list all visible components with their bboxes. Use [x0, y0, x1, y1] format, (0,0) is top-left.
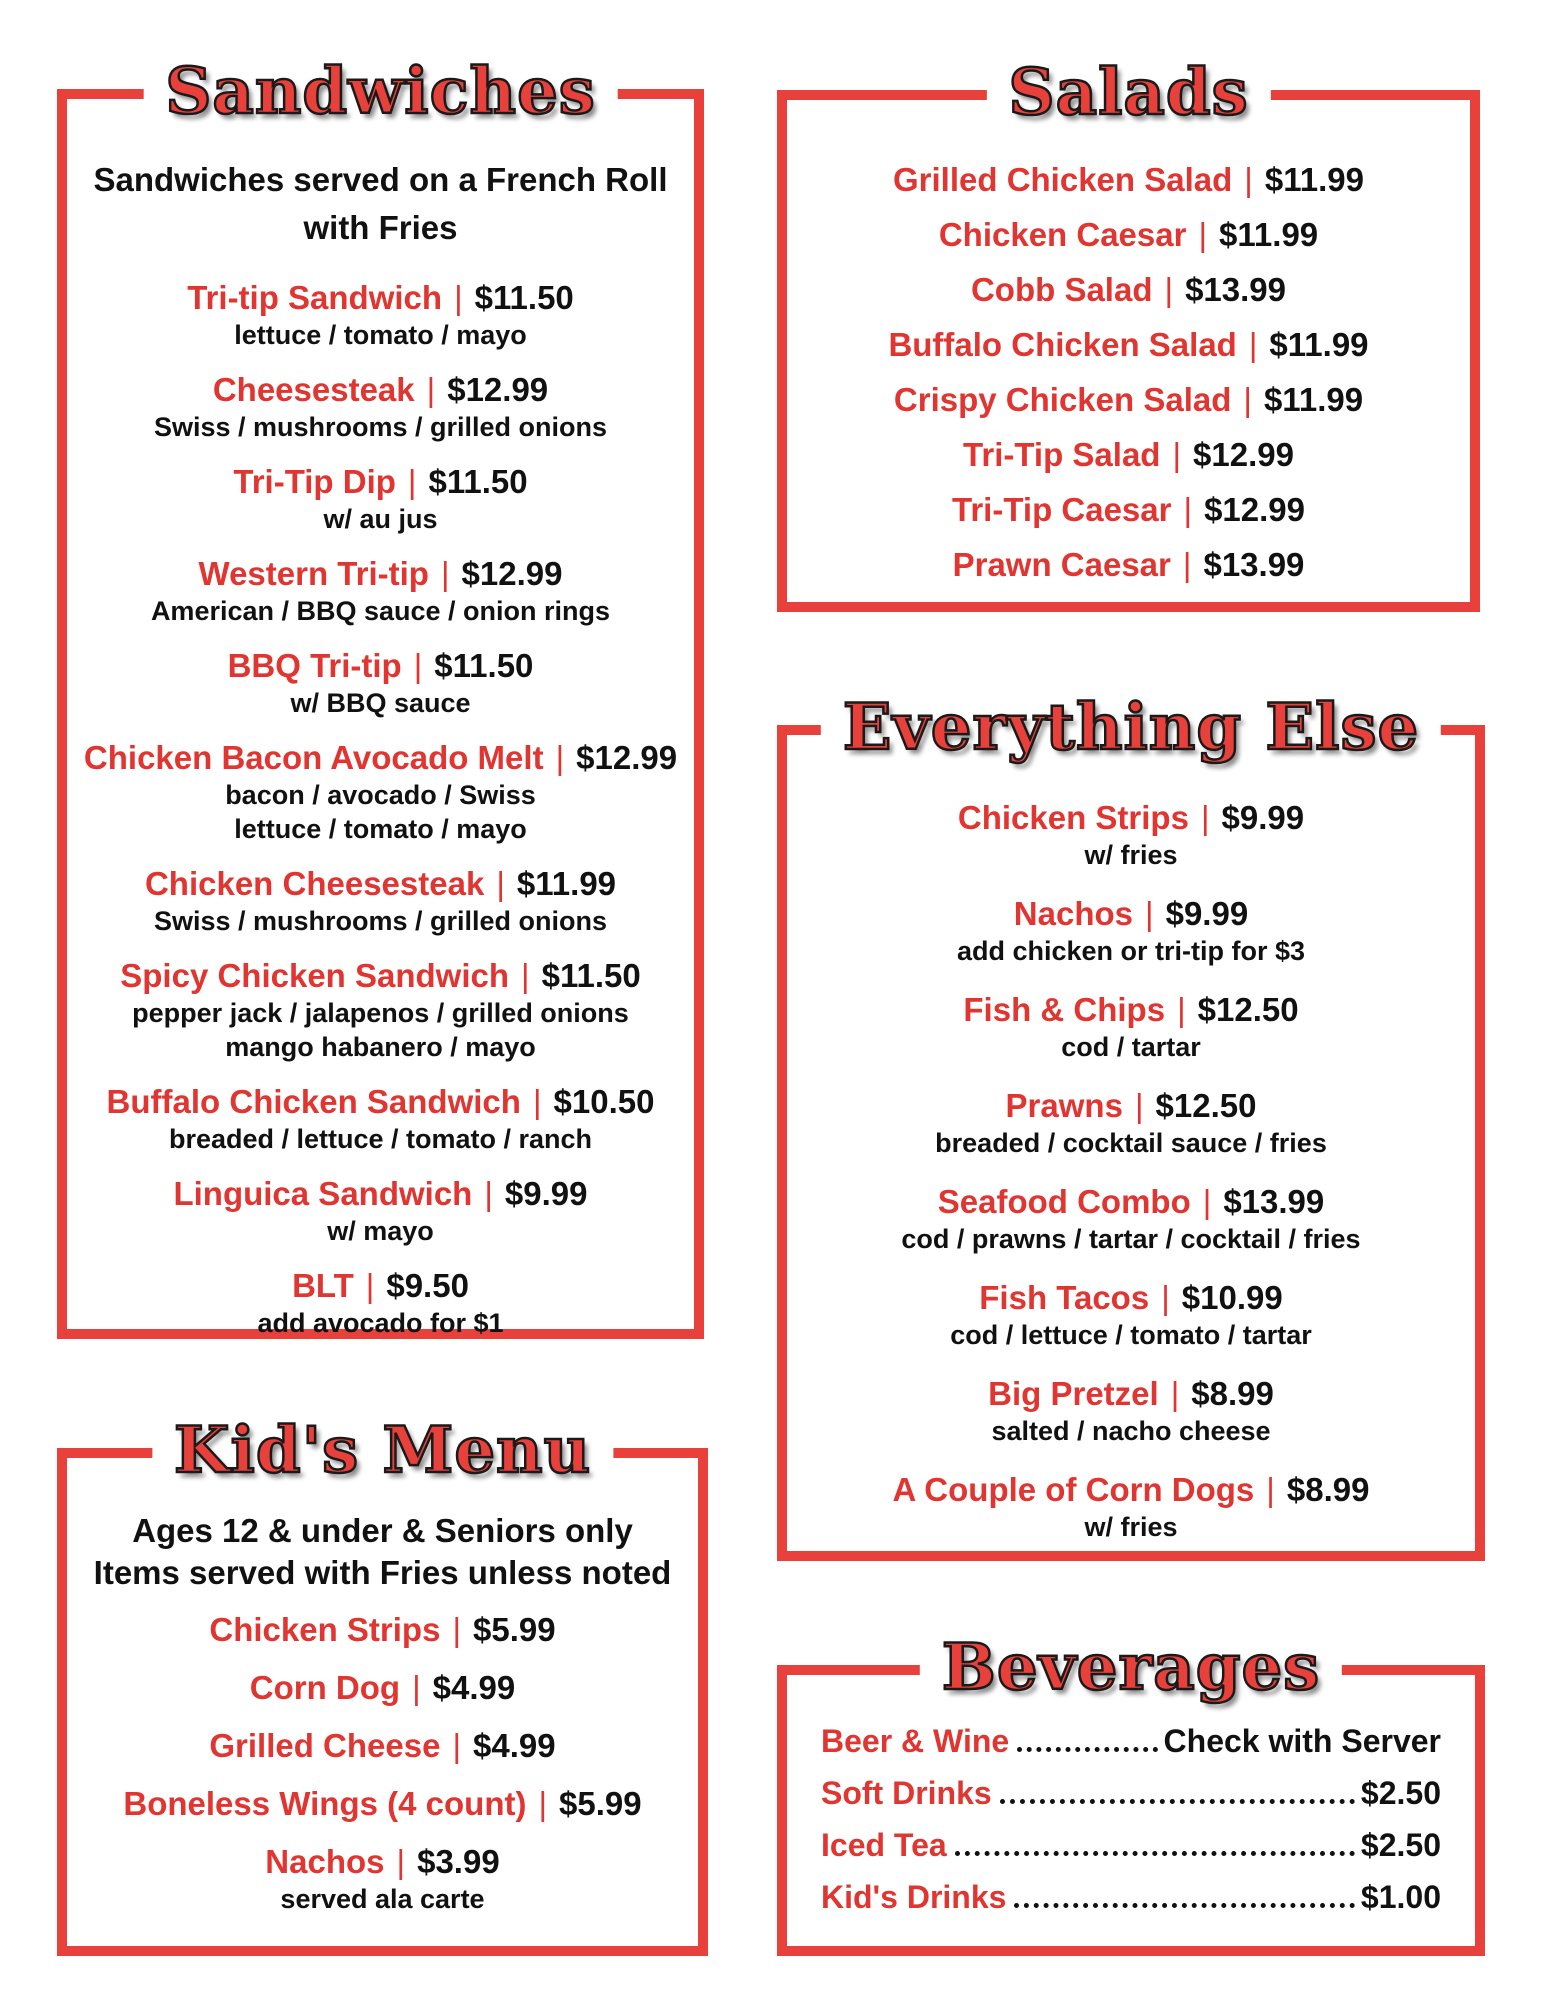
- price-separator: |: [365, 1267, 375, 1304]
- menu-item-name: Tri-Tip Salad: [963, 436, 1161, 473]
- price-separator: |: [440, 555, 450, 592]
- menu-item-name: Cheesesteak: [212, 371, 415, 408]
- menu-item: [787, 1470, 1475, 1544]
- everything-else-title: Everything Else: [821, 683, 1441, 773]
- menu-item-name: BLT: [292, 1267, 354, 1304]
- price-separator: |: [426, 371, 436, 408]
- menu-item-name: BBQ Tri-tip: [227, 647, 402, 684]
- price-separator: |: [413, 647, 423, 684]
- menu-item-price: $9.99: [504, 1175, 588, 1212]
- price-separator: |: [452, 1727, 462, 1764]
- menu-item-description: served ala carte: [280, 1884, 485, 1914]
- menu-item: [787, 545, 1470, 585]
- menu-item-price: $11.50: [541, 957, 641, 994]
- menu-item-name: Tri-Tip Dip: [233, 463, 396, 500]
- menu-item: [67, 1266, 694, 1340]
- menu-item-heading: [67, 1784, 698, 1824]
- menu-item-price: $5.99: [559, 1785, 642, 1822]
- menu-item: [787, 160, 1470, 200]
- menu-item-heading: [787, 435, 1470, 475]
- menu-item-description: lettuce / tomato / mayo: [234, 320, 527, 350]
- menu-item-heading: [787, 1374, 1475, 1414]
- beverage-price: $2.50: [1360, 1827, 1441, 1863]
- menu-item: [67, 1610, 698, 1650]
- price-separator: |: [1243, 381, 1252, 418]
- kids-menu-intro-line: Ages 12 & under & Seniors only: [132, 1512, 633, 1549]
- menu-item-price: $13.99: [1223, 1183, 1325, 1220]
- kids-menu-title: Kid's Menu: [152, 1406, 613, 1496]
- menu-item-price: $4.99: [432, 1669, 516, 1706]
- menu-item-name: Seafood Combo: [937, 1183, 1191, 1220]
- menu-item-name: Fish & Chips: [963, 991, 1166, 1028]
- menu-item-price: $10.50: [553, 1083, 655, 1120]
- menu-item-heading: [67, 1266, 694, 1306]
- menu-item-price: $11.50: [434, 647, 534, 684]
- menu-item-name: Spicy Chicken Sandwich: [120, 957, 510, 994]
- menu-item-description: Swiss / mushrooms / grilled onions: [153, 412, 608, 442]
- menu-item-price: $12.99: [1193, 436, 1294, 473]
- menu-item-name: Crispy Chicken Salad: [893, 381, 1232, 418]
- menu-item-description: w/ au jus: [323, 504, 438, 534]
- menu-item: [787, 215, 1470, 255]
- menu-item-name: Big Pretzel: [988, 1375, 1159, 1412]
- menu-item-heading: [67, 1726, 698, 1766]
- menu-item: [67, 646, 694, 720]
- menu-item-name: Chicken Bacon Avocado Melt: [83, 739, 544, 776]
- menu-item-heading: [67, 1082, 694, 1122]
- menu-item-name: Tri-Tip Caesar: [952, 491, 1172, 528]
- menu-item: [67, 1726, 698, 1766]
- price-separator: |: [412, 1669, 421, 1706]
- menu-item-name: Grilled Cheese: [209, 1727, 441, 1764]
- price-separator: |: [1200, 799, 1210, 836]
- menu-item-description: lettuce / tomato / mayo: [234, 814, 527, 844]
- menu-item-price: $11.99: [1264, 161, 1364, 198]
- everything-else-section: [777, 690, 1485, 1561]
- menu-item-name: Linguica Sandwich: [173, 1175, 473, 1212]
- menu-item: [787, 894, 1475, 968]
- menu-item-description: cod / lettuce / tomato / tartar: [950, 1320, 1312, 1350]
- sandwiches-intro: [67, 156, 694, 252]
- price-separator: |: [1145, 895, 1154, 932]
- menu-item: [67, 864, 694, 938]
- menu-item-price: $11.99: [516, 865, 617, 902]
- menu-item-price: $13.99: [1203, 546, 1305, 583]
- dot-leader: [955, 1851, 1355, 1856]
- menu-item-heading: [787, 1086, 1475, 1126]
- price-separator: |: [1198, 216, 1208, 253]
- menu-item-price: $12.99: [461, 555, 563, 592]
- price-separator: |: [396, 1843, 406, 1880]
- menu-item: [787, 435, 1470, 475]
- dot-leader: [1017, 1747, 1157, 1752]
- menu-item-name: A Couple of Corn Dogs: [892, 1471, 1255, 1508]
- sandwiches-section: [57, 54, 704, 1339]
- menu-item-name: Western Tri-tip: [198, 555, 429, 592]
- beverage-price: $2.50: [1360, 1775, 1441, 1811]
- price-separator: |: [1248, 326, 1258, 363]
- kids-menu-content: [67, 1510, 698, 1916]
- menu-item-heading: [787, 325, 1470, 365]
- price-separator: |: [1202, 1183, 1212, 1220]
- menu-item-description: add chicken or tri-tip for $3: [956, 936, 1306, 966]
- menu-item-description: cod / prawns / tartar / cocktail / fries: [901, 1224, 1361, 1254]
- menu-item-price: $8.99: [1286, 1471, 1370, 1508]
- price-separator: |: [1164, 271, 1174, 308]
- menu-item-price: $3.99: [417, 1843, 500, 1880]
- dot-leader: [1000, 1799, 1355, 1804]
- kids-menu-list: [67, 1610, 698, 1916]
- menu-item-name: Buffalo Chicken Salad: [888, 326, 1237, 363]
- menu-item-name: Cobb Salad: [970, 271, 1153, 308]
- beverage-row: [821, 1871, 1441, 1923]
- everything-else-list: [787, 798, 1475, 1544]
- price-separator: |: [1244, 161, 1253, 198]
- menu-item: [67, 278, 694, 352]
- menu-item: [787, 1374, 1475, 1448]
- kids-menu-intro-line: Items served with Fries unless noted: [93, 1554, 672, 1591]
- price-separator: |: [1172, 436, 1182, 473]
- menu-item: [67, 554, 694, 628]
- menu-item-description: bacon / avocado / Swiss: [225, 780, 536, 810]
- menu-item-description: American / BBQ sauce / onion rings: [150, 596, 611, 626]
- menu-item-name: Prawns: [1005, 1087, 1123, 1124]
- menu-item-description: breaded / cocktail sauce / fries: [935, 1128, 1327, 1158]
- menu-item-price: $8.99: [1191, 1375, 1274, 1412]
- menu-item: [787, 380, 1470, 420]
- menu-item-heading: [67, 738, 694, 778]
- beverage-row: [821, 1819, 1441, 1871]
- sandwiches-intro-line: Sandwiches served on a French Roll: [93, 161, 668, 198]
- price-separator: |: [1134, 1087, 1144, 1124]
- menu-item-name: Chicken Strips: [209, 1611, 441, 1648]
- menu-item-heading: [787, 798, 1475, 838]
- menu-item: [787, 798, 1475, 872]
- beverage-name: Kid's Drinks: [821, 1879, 1007, 1915]
- menu-item-heading: [67, 1610, 698, 1650]
- menu-item-heading: [787, 894, 1475, 934]
- beverage-row: [821, 1767, 1441, 1819]
- menu-item-heading: [787, 160, 1470, 200]
- menu-item-description: w/ fries: [1084, 840, 1178, 870]
- price-separator: |: [484, 1175, 493, 1212]
- menu-item-description: pepper jack / jalapenos / grilled onions: [132, 998, 629, 1028]
- menu-item-heading: [787, 990, 1475, 1030]
- menu-item-heading: [67, 646, 694, 686]
- menu-item: [787, 1182, 1475, 1256]
- price-separator: |: [1266, 1471, 1275, 1508]
- menu-item: [787, 1086, 1475, 1160]
- menu-item-price: $12.50: [1155, 1087, 1257, 1124]
- menu-item-heading: [787, 545, 1470, 585]
- price-separator: |: [454, 279, 463, 316]
- menu-item: [787, 325, 1470, 365]
- menu-item-heading: [67, 1842, 698, 1882]
- menu-item-price: $12.99: [447, 371, 549, 408]
- beverage-price: $1.00: [1360, 1879, 1441, 1915]
- kids-menu-section: [57, 1413, 708, 1956]
- menu-item: [787, 270, 1470, 310]
- menu-item-description: w/ fries: [1084, 1512, 1178, 1542]
- menu-item-heading: [787, 270, 1470, 310]
- menu-item: [67, 738, 694, 846]
- menu-item-heading: [787, 1278, 1475, 1318]
- dot-leader: [1014, 1903, 1354, 1908]
- menu-item-name: Chicken Cheesesteak: [144, 865, 485, 902]
- price-separator: |: [452, 1611, 462, 1648]
- price-separator: |: [496, 865, 505, 902]
- menu-item-heading: [67, 956, 694, 996]
- menu-item-price: $9.99: [1221, 799, 1305, 836]
- menu-item-price: $11.50: [474, 279, 574, 316]
- menu-item-price: $11.99: [1219, 216, 1319, 253]
- menu-item-price: $11.99: [1263, 381, 1364, 418]
- menu-item-name: Prawn Caesar: [952, 546, 1171, 583]
- price-separator: |: [532, 1083, 542, 1120]
- price-separator: |: [1170, 1375, 1180, 1412]
- menu-item-name: Fish Tacos: [979, 1279, 1150, 1316]
- beverage-name: Iced Tea: [821, 1827, 947, 1863]
- menu-item-price: $9.99: [1165, 895, 1249, 932]
- sandwiches-title: Sandwiches: [143, 47, 618, 137]
- beverage-row: [821, 1715, 1441, 1767]
- menu-item-price: $11.50: [428, 463, 528, 500]
- price-separator: |: [555, 739, 565, 776]
- menu-item: [67, 1174, 694, 1248]
- menu-item-heading: [67, 554, 694, 594]
- menu-item-description: mango habanero / mayo: [225, 1032, 536, 1062]
- menu-item-heading: [787, 1470, 1475, 1510]
- menu-item: [67, 370, 694, 444]
- beverages-title: Beverages: [920, 1623, 1342, 1713]
- price-separator: |: [1183, 491, 1193, 528]
- menu-item-price: $4.99: [473, 1727, 556, 1764]
- menu-item-heading: [67, 864, 694, 904]
- everything-else-content: [787, 798, 1475, 1544]
- menu-item: [67, 1784, 698, 1824]
- menu-item-price: $13.99: [1185, 271, 1287, 308]
- menu-item: [67, 1668, 698, 1708]
- menu-item: [787, 1278, 1475, 1352]
- menu-item-description: salted / nacho cheese: [991, 1416, 1271, 1446]
- menu-item: [787, 990, 1475, 1064]
- menu-item-description: w/ BBQ sauce: [290, 688, 471, 718]
- menu-item-heading: [67, 1668, 698, 1708]
- menu-item-heading: [787, 380, 1470, 420]
- menu-item-name: Chicken Caesar: [938, 216, 1187, 253]
- menu-item-heading: [787, 215, 1470, 255]
- price-separator: |: [407, 463, 417, 500]
- salads-title: Salads: [986, 48, 1270, 138]
- sandwiches-intro-line: with Fries: [303, 209, 458, 246]
- salads-section: [777, 55, 1480, 612]
- menu-item-price: $5.99: [473, 1611, 556, 1648]
- menu-item-description: add avocado for $1: [257, 1308, 504, 1338]
- menu-item-price: $12.99: [1204, 491, 1305, 528]
- menu-item-name: Tri-tip Sandwich: [187, 279, 443, 316]
- menu-item-name: Nachos: [1013, 895, 1134, 932]
- sandwich-list: [67, 278, 694, 1340]
- menu-item-description: Swiss / mushrooms / grilled onions: [153, 906, 608, 936]
- beverage-name: Beer & Wine: [821, 1723, 1010, 1759]
- menu-item-name: Grilled Chicken Salad: [893, 161, 1233, 198]
- menu-item-name: Nachos: [265, 1843, 385, 1880]
- menu-item-price: $11.99: [1269, 326, 1369, 363]
- menu-item-name: Buffalo Chicken Sandwich: [106, 1083, 521, 1120]
- menu-item-description: w/ mayo: [327, 1216, 434, 1246]
- menu-item-price: $10.99: [1181, 1279, 1283, 1316]
- menu-item-name: Corn Dog: [249, 1669, 401, 1706]
- beverage-list: [821, 1715, 1441, 1923]
- price-separator: |: [1161, 1279, 1170, 1316]
- menu-item-description: breaded / lettuce / tomato / ranch: [168, 1124, 593, 1154]
- menu-item-name: Boneless Wings (4 count): [123, 1785, 527, 1822]
- menu-item: [67, 462, 694, 536]
- menu-item-price: $12.99: [576, 739, 678, 776]
- menu-item-heading: [67, 462, 694, 502]
- price-separator: |: [1182, 546, 1192, 583]
- menu-item-heading: [787, 1182, 1475, 1222]
- menu-item: [67, 1082, 694, 1156]
- price-separator: |: [538, 1785, 548, 1822]
- menu-item: [67, 1842, 698, 1916]
- menu-item-price: $9.50: [386, 1267, 469, 1304]
- menu-item-heading: [67, 370, 694, 410]
- price-separator: |: [1177, 991, 1186, 1028]
- salads-content: [787, 160, 1470, 585]
- menu-item: [67, 956, 694, 1064]
- menu-item-name: Chicken Strips: [957, 799, 1189, 836]
- menu-item: [787, 490, 1470, 530]
- menu-item-heading: [67, 1174, 694, 1214]
- price-separator: |: [521, 957, 530, 994]
- beverage-name: Soft Drinks: [821, 1775, 992, 1811]
- menu-item-heading: [67, 278, 694, 318]
- beverage-price: Check with Server: [1163, 1723, 1441, 1759]
- menu-item-price: $12.50: [1197, 991, 1299, 1028]
- sandwiches-content: [67, 156, 694, 1340]
- beverages-section: [777, 1630, 1485, 1956]
- kids-menu-intro: [67, 1510, 698, 1594]
- menu-item-heading: [787, 490, 1470, 530]
- salad-list: [787, 160, 1470, 585]
- menu-item-description: cod / tartar: [1061, 1032, 1201, 1062]
